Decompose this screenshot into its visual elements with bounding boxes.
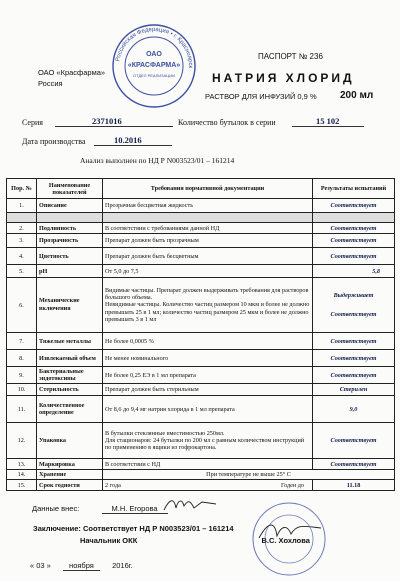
row-result: Соответствует: [313, 199, 395, 213]
col-header-parameter: Наименование показателей: [37, 179, 103, 199]
row-requirement: Препарат должен быть бесцветным: [103, 248, 313, 265]
table-row: [7, 423, 395, 459]
row-number: 6.: [7, 278, 37, 333]
row-requirement: [103, 480, 313, 491]
table-row: [7, 470, 395, 480]
stamp-dept: ОТДЕЛ РЕАЛИЗАЦИИ: [133, 73, 175, 78]
stamp-brand: «КРАСФАРМА»: [127, 62, 181, 69]
table-row: [7, 367, 395, 384]
row-parameter: Механические включения: [37, 278, 103, 333]
row-result: 5,8: [313, 265, 395, 278]
product-volume: 200 мл: [340, 90, 374, 101]
row-parameter: pH: [37, 265, 103, 278]
signature-date: [30, 561, 133, 571]
row-result: Соответствует: [313, 367, 395, 384]
entered-by-name: М.Н. Егорова: [102, 504, 168, 514]
product-title: НАТРИЯ ХЛОРИД: [212, 71, 355, 85]
row-parameter: Срок годности: [37, 480, 103, 491]
entered-by: [32, 504, 168, 514]
table-spacer-row: [7, 213, 395, 223]
row-parameter: Извлекаемый объем: [37, 350, 103, 367]
valid-until-label: Годен до: [281, 481, 304, 489]
row-requirement-visible: Видимые частицы. Препарат должен выдерживать требования для растворов большого объема.: [105, 286, 309, 302]
row-number: 13.: [7, 459, 37, 470]
head-name: В.С. Хохлова: [261, 536, 310, 545]
table-row: [7, 350, 395, 367]
row-parameter: Маркировка: [37, 459, 103, 470]
row-parameter: Цветность: [37, 248, 103, 265]
row-requirement: Не менее номинального: [103, 350, 313, 367]
date-month: ноября: [63, 561, 100, 571]
table-row: [7, 480, 395, 491]
row-requirement-hospitals: Для стационаров: 24 бутылки по 200 мл с равным количеством инструкций по применению в ящики из гофрокартона.: [105, 436, 305, 452]
row-result: Соответствует: [313, 459, 395, 470]
row-number: 3.: [7, 234, 37, 248]
bottles-label: Количество бутылок в серии: [178, 118, 276, 127]
date-underline: [94, 145, 172, 146]
table-row: [7, 223, 395, 234]
country: Россия: [38, 79, 63, 88]
row-requirement: При температуре не выше 25° С: [103, 470, 395, 480]
row-number: 5.: [7, 265, 37, 278]
row-result-visible: Выдерживает: [333, 292, 374, 299]
bottles-value: 15 102: [316, 116, 340, 126]
table-row: [7, 459, 395, 470]
date-label: Дата производства: [22, 137, 86, 146]
conclusion: Заключение: Соответствует НД Р N003523/01 – 161214: [33, 524, 234, 533]
table-row: [7, 384, 395, 396]
series-underline: [55, 126, 173, 127]
row-result: Соответствует: [313, 350, 395, 367]
row-result: Соответствует: [313, 423, 395, 459]
stamp-ooo: ОАО: [146, 51, 162, 58]
analysis-reference: Анализ выполнен по НД Р N003523/01 – 161214: [80, 156, 235, 165]
row-number: 9.: [7, 367, 37, 384]
row-number: 10.: [7, 384, 37, 396]
col-header-requirement: Требования нормативной документации: [103, 179, 313, 199]
row-parameter: Подлинность: [37, 223, 103, 234]
table-row: [7, 234, 395, 248]
row-number: 8.: [7, 350, 37, 367]
row-requirement: Препарат должен быть прозрачным: [103, 234, 313, 248]
row-number: 12.: [7, 423, 37, 459]
row-number: 14.: [7, 470, 37, 480]
head-title: Начальник ОКК: [80, 536, 138, 545]
row-number: 11.: [7, 396, 37, 423]
row-number: 15.: [7, 480, 37, 491]
row-requirement: [103, 278, 313, 333]
company-stamp: [110, 22, 198, 110]
row-result: Соответствует: [313, 234, 395, 248]
row-result: 9,0: [313, 396, 395, 423]
row-parameter: Описание: [37, 199, 103, 213]
row-requirement: Не более 0,25 ЕЭ в 1 мл препарата: [103, 367, 313, 384]
row-parameter: Стерильность: [37, 384, 103, 396]
row-number: 2.: [7, 223, 37, 234]
row-parameter: Бактериальные эндотоксины: [37, 367, 103, 384]
row-requirement-bottles: В бутылки стеклянные вместимостью 250мл.: [105, 429, 225, 437]
qc-stamp: [250, 500, 328, 578]
entered-by-label: Данные внес:: [32, 504, 80, 513]
row-result-invisible: Соответствует: [330, 311, 377, 318]
series-label: Серия: [22, 118, 43, 127]
product-subtitle: РАСТВОР ДЛЯ ИНФУЗИЙ 0,9 %: [205, 92, 317, 101]
row-requirement: Препарат должен быть стерильным: [103, 384, 313, 396]
row-result: [313, 278, 395, 333]
row-parameter: Прозрачность: [37, 234, 103, 248]
row-number: 1.: [7, 199, 37, 213]
table-row: [7, 199, 395, 213]
row-result: Соответствует: [313, 248, 395, 265]
row-requirement: От 8,6 до 9,4 мг натрия хлорида в 1 мл препарата: [103, 396, 313, 423]
row-number: 4.: [7, 248, 37, 265]
row-requirement: В соответствии с НД: [103, 459, 313, 470]
shelf-life-value: 2 года: [105, 481, 121, 489]
row-number: 7.: [7, 333, 37, 350]
row-result: Стерилен: [313, 384, 395, 396]
row-requirement: В соответствии с требованиями данной НД: [103, 223, 313, 234]
row-result: 11.18: [313, 480, 395, 491]
passport-number: ПАСПОРТ № 236: [258, 52, 323, 61]
row-requirement: [103, 423, 313, 459]
series-value: 2371016: [92, 116, 122, 126]
bottles-underline: [292, 126, 364, 127]
row-requirement-invisible: Невидимые частицы. Количество частиц размером 10 мкм и более не должно превышать 25 в 1 мл; количество частиц размером 25 мкм и более не должно превышать 3 в 1 мл: [105, 301, 310, 323]
table-row: [7, 265, 395, 278]
organization-name: ОАО «Красфарма»: [38, 68, 106, 77]
row-parameter: Упаковка: [37, 423, 103, 459]
signature-1: [160, 494, 220, 516]
table-row: [7, 396, 395, 423]
date-day: « 03 »: [30, 561, 51, 570]
row-parameter: Тяжелые металлы: [37, 333, 103, 350]
test-results-table: [6, 178, 395, 491]
row-requirement: Не более 0,0005 %: [103, 333, 313, 350]
row-parameter: Количественное определение: [37, 396, 103, 423]
table-row: [7, 278, 395, 333]
stamp-ring-text: Российская Федерация • г. Красноярск: [115, 26, 194, 69]
table-row: [7, 333, 395, 350]
col-header-result: Результаты испытаний: [313, 179, 395, 199]
row-result: Соответствует: [313, 333, 395, 350]
row-requirement: Прозрачная бесцветная жидкость: [103, 199, 313, 213]
row-parameter: Хранение: [37, 470, 103, 480]
table-row: [7, 248, 395, 265]
date-value: 10.2016: [114, 135, 142, 145]
col-header-number: Пор. №: [7, 179, 37, 199]
row-result: Соответствует: [313, 223, 395, 234]
row-requirement: От 5,0 до 7,5: [103, 265, 313, 278]
date-year: 2016г.: [112, 561, 133, 570]
table-header-row: [7, 179, 395, 199]
